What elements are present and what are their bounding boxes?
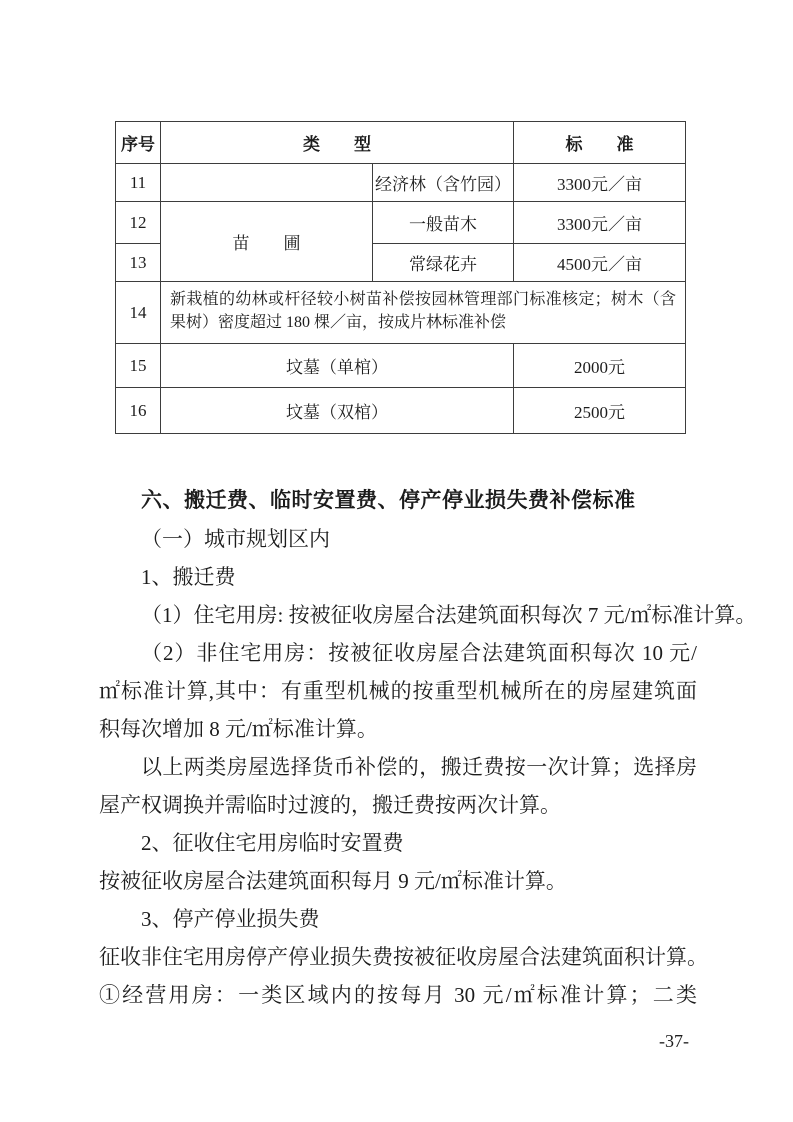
cell-category-empty (161, 164, 373, 202)
body-line-two-types-2: 屋产权调换并需临时过渡的，搬迁费按两次计算。 (99, 793, 561, 817)
body-line-business-loss: 征收非住宅用房停产停业损失费按被征收房屋合法建筑面积计算。 (99, 945, 708, 969)
cell-subtype: 一般苗木 (373, 202, 514, 244)
cell-no: 12 (116, 202, 161, 244)
subsection-heading-1: （一）城市规划区内 (141, 527, 330, 551)
body-line-residential: （1）住宅用房: 按被征收房屋合法建筑面积每次 7 元/㎡标准计算。 (141, 603, 757, 627)
body-line-nonresidential-3: 积每次增加 8 元/㎡标准计算。 (99, 717, 378, 741)
table-row-14 (116, 282, 686, 344)
cell-standard: 2500元 (514, 388, 686, 434)
body-section (99, 482, 757, 1014)
cell-subtype: 经济林（含竹园） (373, 164, 514, 202)
body-line-nonresidential-2: ㎡标准计算,其中：有重型机械的按重型机械所在的房屋建筑面 (99, 679, 697, 703)
cell-type: 坟墓（双棺） (161, 388, 514, 434)
cell-standard: 4500元／亩 (514, 244, 686, 282)
header-cell-no: 序号 (116, 122, 161, 164)
cell-no: 13 (116, 244, 161, 282)
cell-standard: 3300元／亩 (514, 164, 686, 202)
cell-standard: 2000元 (514, 344, 686, 388)
cell-category-nursery: 苗 圃 (161, 202, 373, 282)
table-row-16 (116, 388, 686, 434)
body-line-temporary-placement: 按被征收房屋合法建筑面积每月 9 元/㎡标准计算。 (99, 869, 567, 893)
body-line-operating-housing: ①经营用房：一类区域内的按每月 30 元/㎡标准计算；二类 (99, 983, 697, 1007)
cell-no: 16 (116, 388, 161, 434)
page-number: -37- (659, 1031, 689, 1051)
section-heading-6: 六、搬迁费、临时安置费、停产停业损失费补偿标准 (141, 489, 636, 512)
cell-type: 坟墓（单棺） (161, 344, 514, 388)
cell-subtype: 常绿花卉 (373, 244, 514, 282)
cell-standard: 3300元／亩 (514, 202, 686, 244)
item-heading-relocation: 1、搬迁费 (141, 565, 236, 589)
cell-note: 新栽植的幼林或杆径较小树苗补偿按园林管理部门标准核定；树木（含果树）密度超过 180 棵／亩，按成片林标准补偿 (161, 282, 686, 344)
header-cell-standard: 标 准 (514, 122, 686, 164)
item-heading-business-loss: 3、停产停业损失费 (141, 907, 320, 931)
cell-no: 14 (116, 282, 161, 344)
cell-no: 11 (116, 164, 161, 202)
table-row-12 (116, 202, 686, 244)
header-cell-type: 类 型 (161, 122, 514, 164)
table-row-11 (116, 164, 686, 202)
body-line-two-types-1: 以上两类房屋选择货币补偿的，搬迁费按一次计算；选择房 (141, 755, 697, 779)
item-heading-temporary-placement: 2、征收住宅用房临时安置费 (141, 831, 404, 855)
compensation-standards-table (115, 121, 686, 434)
table-row-15 (116, 344, 686, 388)
body-line-nonresidential-1: （2）非住宅用房：按被征收房屋合法建筑面积每次 10 元/ (141, 641, 697, 665)
table-header-row (116, 122, 686, 164)
cell-no: 15 (116, 344, 161, 388)
